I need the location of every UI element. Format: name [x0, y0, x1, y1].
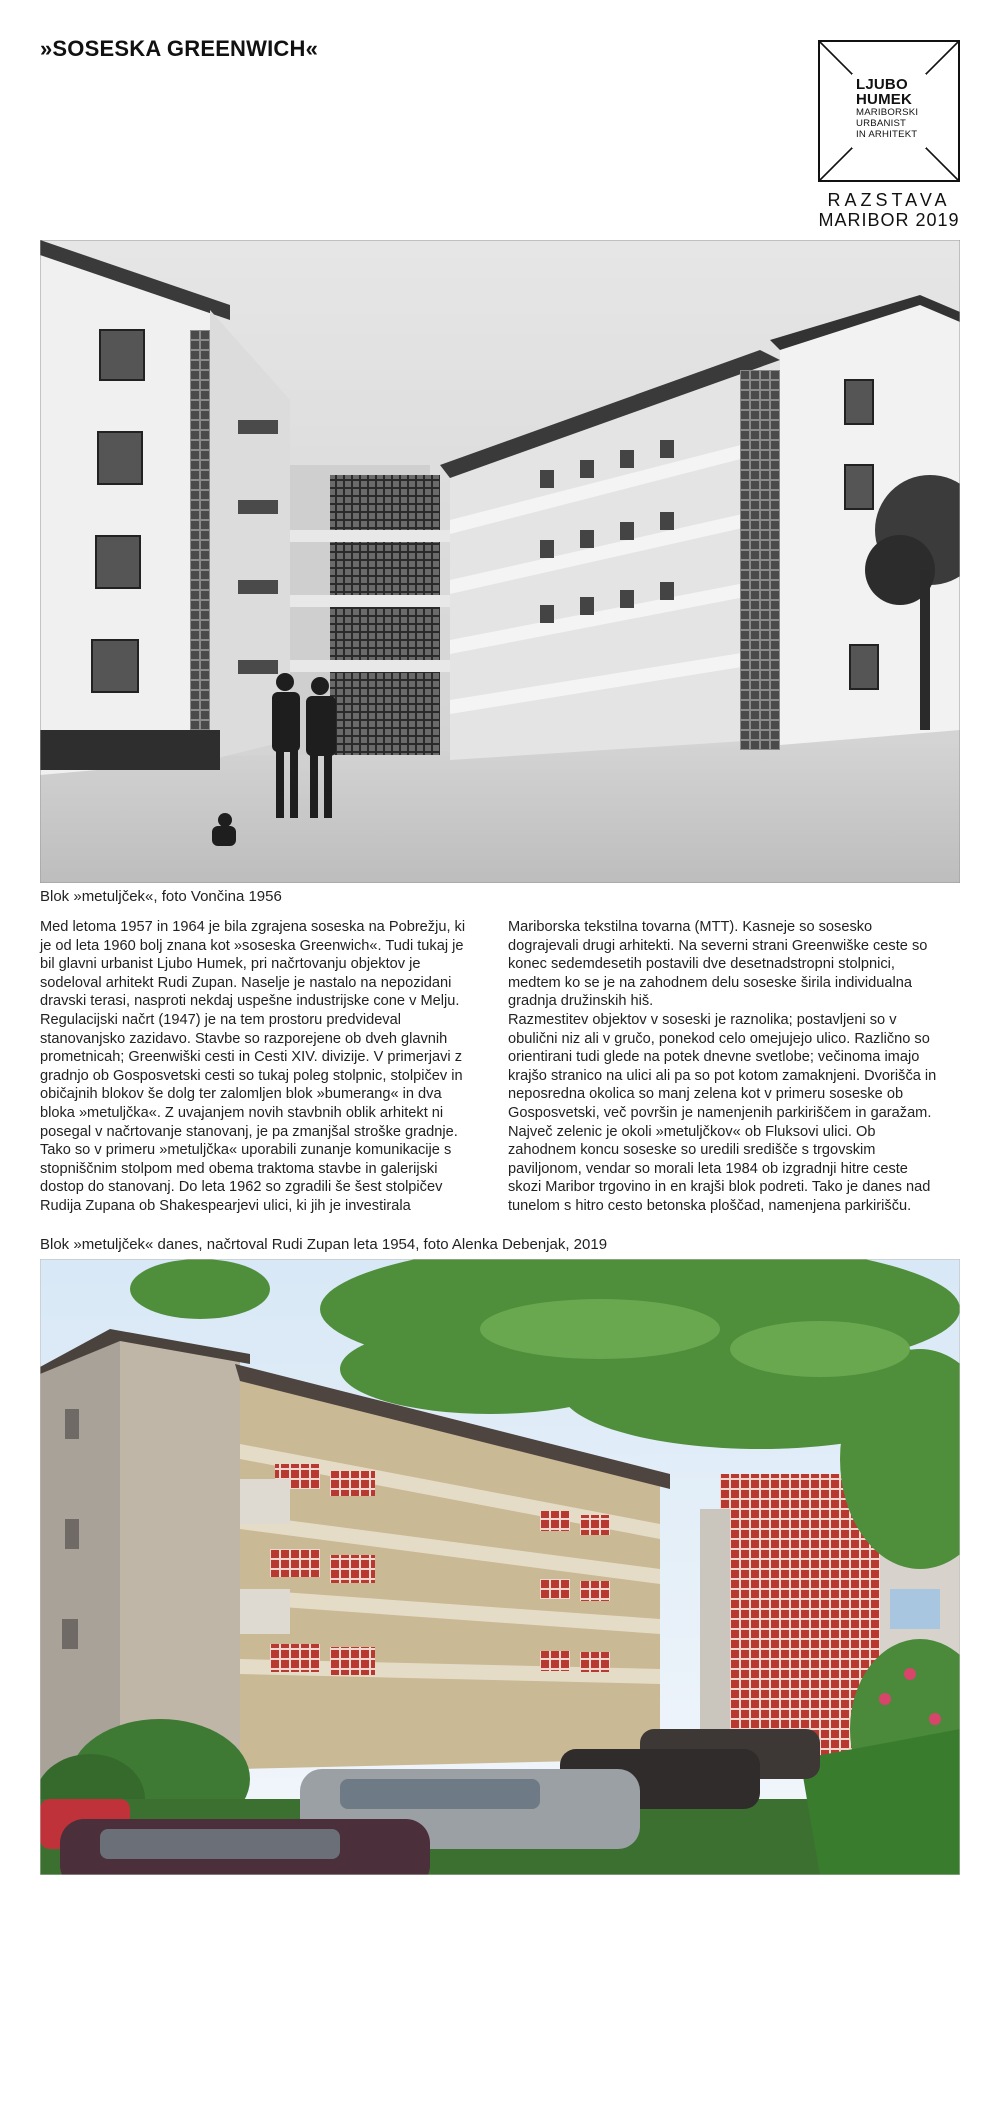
- logo-name-last: HUMEK: [856, 91, 912, 108]
- body-text-left-column: [40, 918, 472, 1216]
- historic-photo-caption: Blok »metuljček«, foto Vončina 1956: [40, 888, 282, 905]
- body-text-right-column: [508, 918, 940, 1216]
- historic-photo: [40, 240, 960, 883]
- logo-sub-line-1: MARIBORSKI: [856, 107, 919, 118]
- logo-frame: [818, 40, 960, 182]
- body-paragraph: Razmestitev objektov v soseski je raznolika; postavljeni so v obulični niz ali v gručo, ponekod celo omejujejo ulico. Različno so orientirani tudi glede na potek dnevne svetlobe; večinoma imajo krajšo stranico na ulici ali pa so pot kotom zamaknjeni. Dvorišča in neposredna okolica so manj zelena kot v primeru soseske ob Gosposvetski, več površin je namenjenih parkiriščem in garažam. Največ zelenic je okoli »metuljčkov« ob Fluksovi ulici. Ob zahodnem koncu soseske so uredili središče s trgovskim paviljonom, vendar so morali leta 1984 ob izgradnji hitre ceste skozi Maribor trgovino in en krajši blok podreti. Tako je danes nad tunelom s hitro cesto betonska ploščad, namenjena parkirišču.: [508, 1011, 937, 1214]
- logo-sub-line-2: URBANIST: [856, 118, 907, 129]
- logo-exhibition-place: MARIBOR 2019: [818, 210, 960, 230]
- logo-name-first: LJUBO: [856, 76, 908, 93]
- body-paragraph: Mariborska tekstilna tovarna (MTT). Kasneje so sosesko dograjevali drugi arhitekti. Na severni strani Greenwiške ceste so konec sedemdesetih postavili dve desetnadstropni stolpnici, medtem ko se je na zahodnem delu soseske širila individualna gradnja družinskih hiš.: [508, 919, 928, 1010]
- exhibition-logo: [818, 40, 960, 230]
- page-title: »SOSESKA GREENWICH«: [40, 36, 319, 61]
- logo-exhibition-label: RAZSTAVA: [827, 190, 951, 210]
- body-paragraph: Med letoma 1957 in 1964 je bila zgrajena soseska na Pobrežju, ki je od leta 1960 bolj znana kot »soseska Greenwich«. Tudi tukaj je bil glavni urbanist Ljubo Humek, pri načrtovanju objektov je sodeloval arhitekt Rudi Zupan. Naselje je nastalo na nepozidani dravski terasi, nasproti nekdaj uspešne industrijske cone v Melju. Regulacijski načrt (1947) je na tem prostoru predvideval stanovanjsko zazidavo. Stavbe so razporejene ob dveh glavnih prometnicah; Greenwiški cesti in Cesti XIV. divizije. V primerjavi z gradnjo ob Gosposvetski cesti so tukaj poleg stolpnic, stolpičev in običajnih blokov še dolg ter zalomljen blok »bumerang« in dva bloka »metuljčka«. Z uvajanjem novih stavbnih oblik arhitekt ni posegal v načrtovanje stanovanj, je pa zmanjšal stroške gradnje. Tako so v primeru »metuljčka« uporabili zunanje komunikacije s stopniščnim stolpom med obema traktoma stavbe in galerijski dostop do stanovanj. Do leta 1962 so zgradili še šest stolpičev Rudija Zupana ob Shakespearjevi ulici, ki jih je investirala: [40, 919, 466, 1214]
- logo-text-box: [852, 74, 926, 148]
- logo-sub-line-3: IN ARHITEKT: [856, 129, 918, 140]
- modern-photo-caption: Blok »metuljček« danes, načrtoval Rudi Zupan leta 1954, foto Alenka Debenjak, 2019: [40, 1236, 608, 1253]
- modern-photo: [40, 1259, 960, 1875]
